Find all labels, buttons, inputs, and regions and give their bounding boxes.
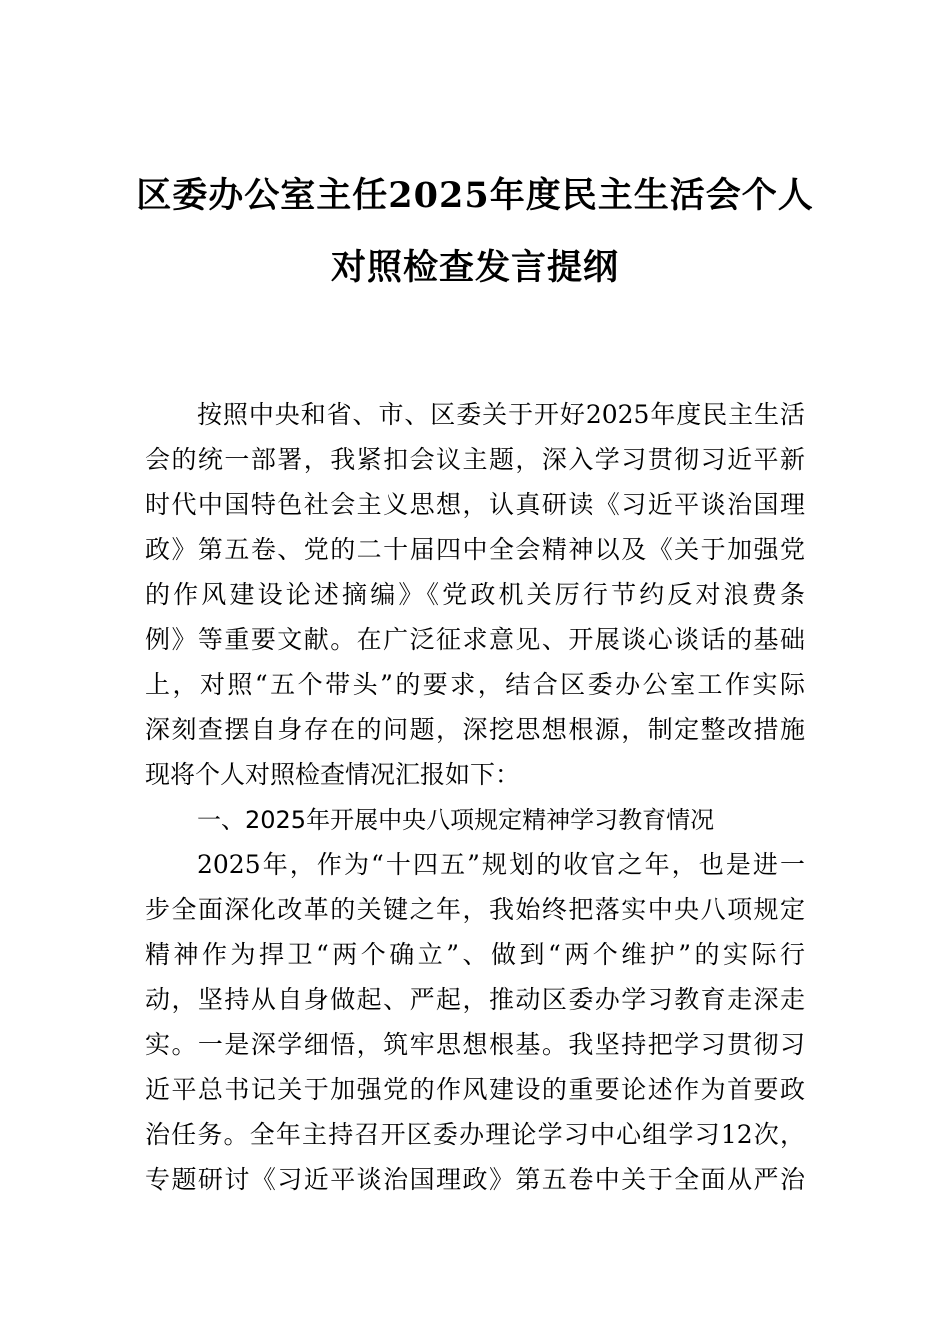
text-line: 按照中央和省、市、区委关于开好2025年度民主生活 (197, 400, 805, 429)
document-title-line-1: 区委办公室主任2025年度民主生活会个人 (136, 175, 814, 216)
document-title-line-2: 对照检查发言提纲 (330, 247, 619, 288)
section-heading: 一、2025年开展中央八项规定精神学习教育情况 (197, 806, 715, 834)
text-line: 2025年，作为“十四五”规划的收官之年，也是进一 (197, 850, 805, 879)
text-line: 深刻查摆自身存在的问题，深挖思想根源，制定整改措施 (145, 715, 805, 744)
text-line: 实。一是深学细悟，筑牢思想根基。我坚持把学习贯彻习 (145, 1030, 805, 1059)
text-line: 专题研讨《习近平谈治国理政》第五卷中关于全面从严治 (145, 1165, 805, 1194)
text-line: 会的统一部署，我紧扣会议主题，深入学习贯彻习近平新 (145, 445, 805, 474)
text-line: 治任务。全年主持召开区委办理论学习中心组学习12次， (145, 1120, 805, 1149)
text-line: 精神作为捍卫“两个确立”、做到“两个维护”的实际行 (145, 940, 805, 969)
text-line: 上，对照“五个带头”的要求，结合区委办公室工作实际 (145, 670, 805, 699)
text-line: 例》等重要文献。在广泛征求意见、开展谈心谈话的基础 (145, 625, 805, 654)
text-line: 政》第五卷、党的二十届四中全会精神以及《关于加强党 (145, 535, 805, 564)
text-line: 动，坚持从自身做起、严起，推动区委办学习教育走深走 (145, 985, 805, 1014)
text-line: 的作风建设论述摘编》《党政机关厉行节约反对浪费条 (145, 580, 805, 609)
text-line: 步全面深化改革的关键之年，我始终把落实中央八项规定 (145, 895, 805, 924)
text-line: 近平总书记关于加强党的作风建设的重要论述作为首要政 (145, 1075, 805, 1104)
text-line: 时代中国特色社会主义思想，认真研读《习近平谈治国理 (145, 490, 805, 519)
text-line: 现将个人对照检查情况汇报如下： (145, 760, 521, 789)
